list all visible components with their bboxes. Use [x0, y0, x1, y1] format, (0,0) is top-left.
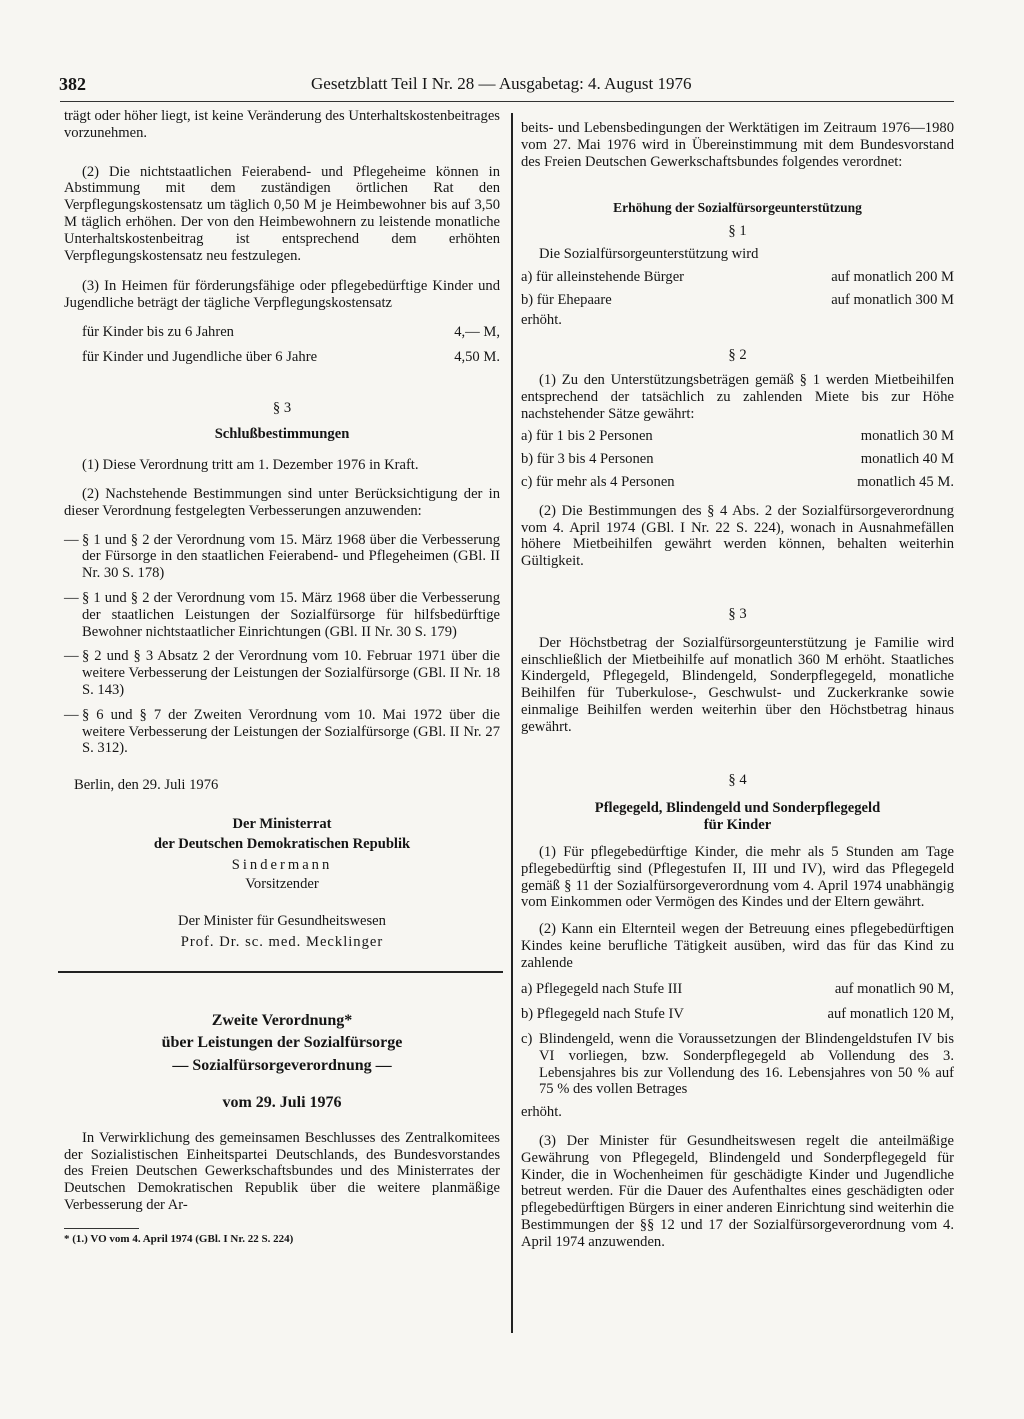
header-title: Gesetzblatt Teil I Nr. 28 — Ausgabetag: 4. August 1976: [311, 74, 692, 93]
amount-row: [521, 981, 954, 998]
paragraph-continuation: trägt oder höher liegt, ist keine Veränderung des Unterhaltskostenbeitrages vorzunehmen.: [64, 108, 500, 141]
list-item-marker: c): [521, 1031, 533, 1048]
part-heading: Erhöhung der Sozialfürsorgeunterstützung: [613, 200, 862, 216]
amount-value: auf monatlich 90 M,: [834, 981, 954, 998]
section-4-number: § 4: [728, 771, 747, 788]
amount-label: c) für mehr als 4 Personen: [521, 473, 675, 490]
new-ordinance-subtitle: über Leistungen der Sozialfürsorge: [161, 1034, 403, 1052]
dash-mark: —: [64, 531, 79, 548]
page-number: 382: [59, 74, 86, 94]
section-3-paragraph-2: (2) Nachstehende Bestimmungen sind unter Berücksichtigung der in dieser Verordnung festgelegten Verbesserungen anzuwenden:: [64, 485, 500, 519]
signatory-role: Vorsitzender: [245, 876, 319, 893]
section-3-title: Schlußbestimmungen: [214, 426, 350, 443]
amount-row: [521, 428, 954, 445]
paragraph-2: (2) Die nichtstaatlichen Feierabend- und Pflegeheime können in Abstimmung mit dem zuständigen örtlichen Rat den Verpflegungskostensatz um täglich 0,50 M je Heimbewohner bis auf 3,50 M täglich erhöhen. Der von den Heimbewohnern zu leistende monatliche Unterhaltskostenbeitrag ist entsprechend dem erhöhten Verpflegungskostensatz neu festzulegen.: [64, 163, 500, 264]
section-4-paragraph-2: (2) Kann ein Elternteil wegen der Betreuung eines pflegebedürftigen Kindes keine berufliche Tätigkeit ausüben, wird das für das Kind zu zahlende: [521, 921, 954, 971]
new-ordinance-date: vom 29. Juli 1976: [222, 1094, 342, 1112]
amount-label: b) Pflegegeld nach Stufe IV: [521, 1006, 684, 1023]
amount-value: auf monatlich 120 M,: [827, 1006, 954, 1023]
section-separator: [58, 971, 503, 973]
dash-mark: —: [64, 706, 79, 723]
section-2-number: § 2: [728, 347, 747, 364]
list-item: [64, 707, 500, 757]
section-3-paragraph: Der Höchstbetrag der Sozialfürsorgeunterstützung je Familie wird einschließlich der Mietbeihilfe auf monatlich 360 M erhöht. Staatliches Kindergeld, Pflegegeld, Blindengeld, Sonderpflegegeld, monatliche Beihilfen für Tuberkulose-, Geschwulst- und Zuckerkranke sowie einmalige Beihilfen werden weiterhin über den Höchstbetrag hinaus gewährt.: [521, 634, 954, 735]
list-item-text: Blindengeld, wenn die Voraussetzungen der Blindengeldstufen IV bis VI vorliegen, bzw. Sonderpflegegeld ab Vollendung des 3. Lebensjahres bis zur Vollendung des 16. Lebensjahres von 50 % auf 75 % des vollen Betrages: [539, 1031, 954, 1098]
rate-label: für Kinder bis zu 6 Jahren: [82, 323, 234, 340]
amount-row: [521, 1006, 954, 1023]
list-item-text: § 1 und § 2 der Verordnung vom 15. März 1968 über die Verbesserung der staatlichen Leistungen der Sozialfürsorge für hilfsbedürftige Bewohner nichtstaatlicher Einrichtungen (GBl. II Nr. 30 S. 179): [82, 589, 500, 640]
section-3-number: § 3: [272, 399, 292, 416]
new-ordinance-shortname: — Sozialfürsorgeverordnung —: [172, 1057, 392, 1075]
header-rule: [60, 101, 954, 102]
rate-value: 4,— M,: [454, 323, 500, 340]
amount-label: b) für Ehepaare: [521, 291, 612, 308]
amount-row: [521, 269, 954, 286]
amount-value: monatlich 45 M.: [857, 473, 954, 490]
rate-row: [64, 349, 500, 366]
footnote: * (1.) VO vom 4. April 1974 (GBl. I Nr. 22 S. 224): [64, 1232, 294, 1245]
amount-value: monatlich 30 M: [860, 428, 954, 445]
preamble: In Verwirklichung des gemeinsamen Beschlusses des Zentralkomitees der Sozialistischen Einheitspartei Deutschlands, des Bundesvorstandes des Freien Deutschen Gewerkschaftsbundes und des Ministerrates der Deutschen Demokratischen Republik über die weitere planmäßige Verbesserung der Ar-: [64, 1129, 500, 1214]
section-1-end: erhöht.: [521, 312, 562, 329]
place-date: Berlin, den 29. Juli 1976: [74, 777, 219, 794]
left-column: [64, 108, 500, 1246]
section-1-intro: Die Sozialfürsorgeunterstützung wird: [539, 245, 759, 262]
rate-label: für Kinder und Jugendliche über 6 Jahre: [82, 348, 318, 365]
section-3-number: § 3: [728, 605, 747, 622]
section-3-paragraph-1: (1) Diese Verordnung tritt am 1. Dezember 1976 in Kraft.: [82, 457, 419, 474]
amount-row: [521, 474, 954, 491]
amount-label: a) für 1 bis 2 Personen: [521, 428, 653, 445]
list-item-text: § 6 und § 7 der Zweiten Verordnung vom 10. Mai 1972 über die weitere Verbesserung der Leistungen der Sozialfürsorge (GBl. II Nr. 27 S. 312).: [82, 706, 500, 757]
section-4-paragraph-3: (3) Der Minister für Gesundheitswesen regelt die anteilmäßige Gewährung von Pflegegeld, Blindengeld und Sonderpflegegeld für Kinder, die in Wochenheimen für geschädigte Kinder und Jugendliche betreut werden. Für die Dauer des Aufenthaltes eines geschädigten oder pflegebedürftigen Bürgers in einer anderen Einrichtung sind weiterhin die Bestimmungen der §§ 12 und 17 der Sozialfürsorgeverordnung vom 4. April 1974 anzuwenden.: [521, 1133, 954, 1250]
list-item: [521, 1031, 954, 1098]
list-item-text: § 1 und § 2 der Verordnung vom 15. März 1968 über die Verbesserung der Fürsorge in den staatlichen Feierabend- und Pflegeheimen (GBl. II Nr. 30 S. 178): [82, 531, 500, 582]
rate-value: 4,50 M.: [454, 348, 500, 365]
paragraph-3: (3) In Heimen für förderungsfähige oder pflegebedürftige Kinder und Jugendliche beträgt der tägliche Verpflegungskostensatz: [64, 278, 500, 312]
page-header: [59, 60, 959, 94]
section-4-title-line-2: für Kinder: [703, 817, 772, 834]
column-divider: [511, 113, 513, 1333]
list-item-text: § 2 und § 3 Absatz 2 der Verordnung vom 10. Februar 1971 über die weitere Verbesserung der Leistungen der Sozialfürsorge (GBl. II Nr. 18 S. 143): [82, 648, 500, 698]
amount-value: auf monatlich 200 M: [831, 268, 954, 285]
signature-org-line-1: Der Ministerrat: [232, 815, 332, 832]
amount-row: [521, 451, 954, 468]
footnote-rule: [64, 1228, 139, 1229]
dash-mark: —: [64, 589, 79, 606]
list-item: [64, 648, 500, 698]
signatory-name: Prof. Dr. sc. med. Mecklinger: [180, 933, 384, 950]
section-4-paragraph-1: (1) Für pflegebedürftige Kinder, die mehr als 5 Stunden am Tage pflegebedürftig sind (Pflegestufen II, III und IV), wird das Pflegegeld gemäß § 11 der Sozialfürsorgeverordnung vom 4. April 1974 unabhängig vom Einkommen oder Vermögen des Kindes und der Eltern gewährt.: [521, 843, 954, 911]
section-4-title-line-1: Pflegegeld, Blindengeld und Sonderpflegegeld: [594, 800, 881, 817]
amount-row: [521, 292, 954, 309]
amount-label: b) für 3 bis 4 Personen: [521, 451, 654, 468]
signature-org-line-2: der Deutschen Demokratischen Republik: [153, 835, 411, 852]
signatory-name: Sindermann: [231, 856, 333, 873]
list-item: [64, 532, 500, 582]
section-4-end: erhöht.: [521, 1104, 562, 1121]
amount-label: a) Pflegegeld nach Stufe III: [521, 981, 683, 998]
section-2-paragraph-1: (1) Zu den Unterstützungsbeträgen gemäß § 1 werden Mietbeihilfen entsprechend der tatsächlich zu zahlenden Miete bis zur Höhe nachstehender Sätze gewährt:: [521, 371, 954, 422]
dash-mark: —: [64, 648, 79, 665]
amount-label: a) für alleinstehende Bürger: [521, 268, 685, 285]
preamble-continuation: beits- und Lebensbedingungen der Werktätigen im Zeitraum 1976—1980 vom 27. Mai 1976 wird in Übereinstimmung mit dem Bundesvorstand des Freien Deutschen Gewerkschaftsbundes folgendes verordnet:: [521, 120, 954, 170]
section-2-paragraph-2: (2) Die Bestimmungen des § 4 Abs. 2 der Sozialfürsorgeverordnung vom 4. April 1974 (GBl. I Nr. 22 S. 224), wonach in Ausnahmefällen höhere Mietbeihilfen gewährt werden können, behalten weiterhin Gültigkeit.: [521, 502, 954, 570]
right-column: [521, 120, 954, 1251]
list-item: [64, 590, 500, 640]
rate-row: [64, 324, 500, 341]
signatory-role: Der Minister für Gesundheitswesen: [178, 913, 386, 930]
amount-value: auf monatlich 300 M: [831, 291, 954, 308]
new-ordinance-title: Zweite Verordnung*: [211, 1011, 353, 1029]
section-1-number: § 1: [728, 223, 747, 240]
amount-value: monatlich 40 M: [860, 451, 954, 468]
